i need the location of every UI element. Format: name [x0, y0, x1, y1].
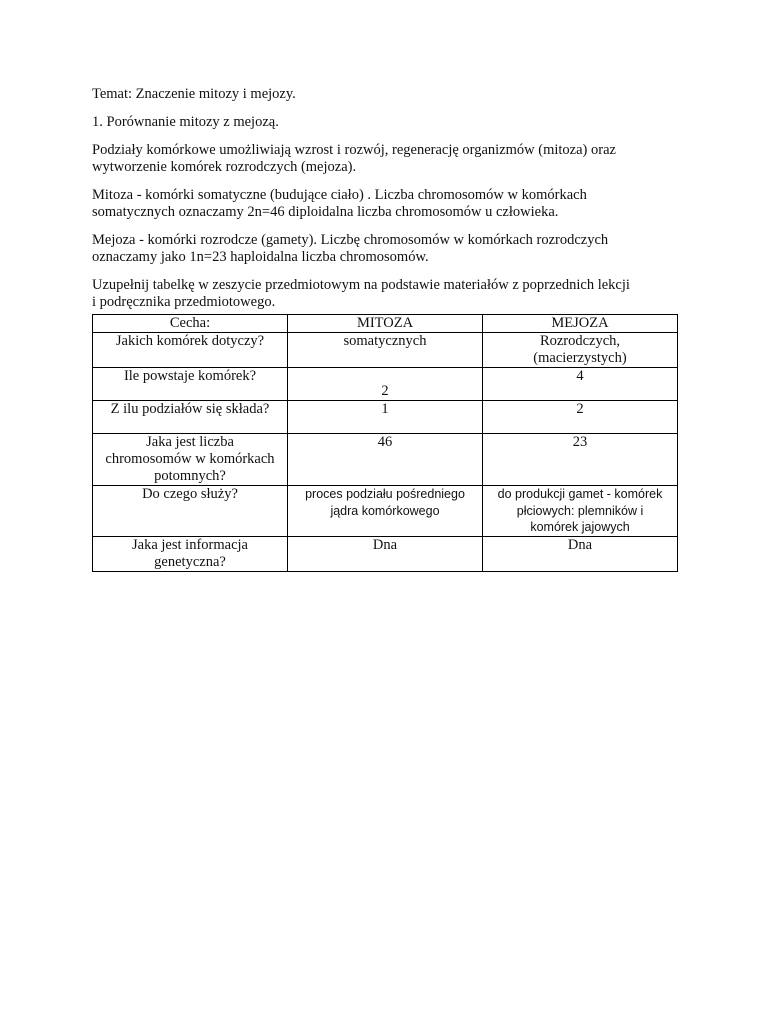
cell-line: Jaka jest informacja	[132, 536, 248, 553]
cell-line: proces podziału pośredniego	[305, 487, 465, 501]
table-header-row	[93, 315, 678, 333]
section-heading: 1. Porównanie mitozy z mejozą.	[92, 114, 279, 130]
table-row	[93, 333, 678, 368]
mitoza-cell: somatycznych	[288, 333, 483, 368]
paragraph-line: i podręcznika przedmiotowego.	[92, 294, 276, 310]
mejoza-cell: 23	[483, 434, 678, 486]
mejoza-cell: 4	[483, 368, 678, 401]
cell-line: płciowych: plemników i	[516, 503, 644, 518]
mejoza-cell: Dna	[483, 536, 678, 571]
paragraph-mitosis	[92, 187, 682, 221]
mejoza-cell	[483, 333, 678, 368]
table-row	[93, 434, 678, 486]
cell-line: Jaka jest liczba	[146, 434, 234, 450]
paragraph-line: Mitoza - komórki somatyczne (budujące ciało) . Liczba chromosomów w komórkach	[92, 187, 587, 203]
cell-line: genetyczna?	[154, 553, 226, 570]
mitoza-cell	[288, 486, 483, 537]
cell-line: jądra komórkowego	[330, 503, 440, 518]
mejoza-cell: 2	[483, 401, 678, 434]
mitoza-cell: 1	[288, 401, 483, 434]
paragraph-divisions	[92, 142, 682, 176]
header-mitoza: MITOZA	[288, 315, 483, 333]
cell-line: chromosomów w komórkach	[105, 451, 275, 467]
mitoza-cell: Dna	[288, 536, 483, 571]
cell-line: potomnych?	[154, 468, 226, 484]
mitoza-cell: 46	[288, 434, 483, 486]
mejoza-cell	[483, 486, 678, 537]
feature-cell: Ile powstaje komórek?	[93, 368, 288, 401]
paragraph-instruction	[92, 277, 682, 311]
cell-line: komórek jajowych	[530, 520, 630, 534]
paragraph-meiosis	[92, 232, 682, 266]
paragraph-line: Uzupełnij tabelkę w zeszycie przedmiotowym na podstawie materiałów z poprzednich lekcji	[92, 277, 630, 293]
cell-line: (macierzystych)	[533, 350, 627, 366]
paragraph-line: wytworzenie komórek rozrodczych (mejoza).	[92, 159, 357, 175]
table-row	[93, 401, 678, 434]
cell-line: do produkcji gamet - komórek	[497, 487, 663, 501]
header-feature: Cecha:	[93, 315, 288, 333]
feature-cell	[93, 536, 288, 571]
paragraph-line: somatycznych oznaczamy 2n=46 diploidalna liczba chromosomów u człowieka.	[92, 204, 559, 220]
paragraph-line: oznaczamy jako 1n=23 haploidalna liczba chromosomów.	[92, 249, 429, 265]
mitoza-cell: 2	[288, 368, 483, 401]
feature-cell: Do czego służy?	[93, 486, 288, 537]
cell-line: Rozrodczych,	[539, 333, 621, 349]
feature-cell: Jakich komórek dotyczy?	[93, 333, 288, 368]
document-page	[92, 86, 682, 572]
feature-cell	[93, 434, 288, 486]
comparison-table	[92, 314, 678, 572]
table-row	[93, 486, 678, 537]
feature-cell: Z ilu podziałów się składa?	[93, 401, 288, 434]
table-row	[93, 368, 678, 401]
paragraph-line: Mejoza - komórki rozrodcze (gamety). Liczbę chromosomów w komórkach rozrodczych	[92, 232, 609, 248]
table-row	[93, 536, 678, 571]
document-title: Temat: Znaczenie mitozy i mejozy.	[92, 86, 296, 102]
paragraph-line: Podziały komórkowe umożliwiają wzrost i rozwój, regenerację organizmów (mitoza) oraz	[92, 142, 616, 158]
header-mejoza: MEJOZA	[483, 315, 678, 333]
